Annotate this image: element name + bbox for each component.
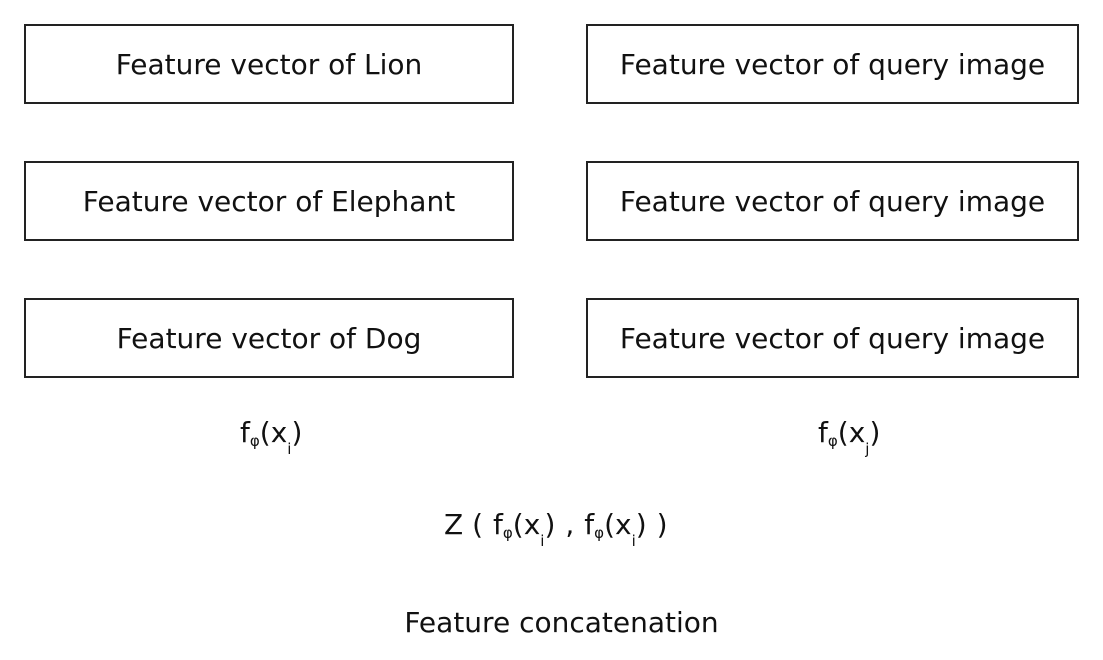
concatenation-formula bbox=[444, 508, 668, 550]
phi-subscript: φ bbox=[827, 432, 838, 450]
support-embedding-formula bbox=[240, 416, 303, 458]
support-box-label: Feature vector of Dog bbox=[116, 321, 422, 355]
function-symbol: f bbox=[818, 416, 828, 449]
argument-open: (x bbox=[512, 508, 541, 541]
support-box-lion bbox=[24, 24, 514, 104]
comma: , bbox=[565, 508, 575, 541]
z-open: Z ( bbox=[444, 508, 484, 541]
support-box-elephant bbox=[24, 161, 514, 241]
query-embedding-formula bbox=[818, 416, 881, 458]
index-i: i bbox=[287, 440, 292, 458]
function-symbol: f bbox=[584, 508, 595, 541]
query-box-1 bbox=[586, 24, 1079, 104]
diagram-caption: Feature concatenation bbox=[404, 606, 719, 639]
query-box-3 bbox=[586, 298, 1079, 378]
index-j: j bbox=[865, 440, 870, 458]
argument-open: (x bbox=[259, 416, 288, 449]
function-symbol: f bbox=[493, 508, 503, 541]
index-i: i bbox=[540, 532, 545, 550]
phi-subscript: φ bbox=[502, 524, 513, 542]
phi-subscript: φ bbox=[249, 432, 260, 450]
argument-close: ) bbox=[869, 416, 881, 449]
z-close: ) bbox=[656, 508, 668, 541]
query-box-label: Feature vector of query image bbox=[619, 184, 1046, 218]
query-box-label: Feature vector of query image bbox=[619, 321, 1046, 355]
function-symbol: f bbox=[240, 416, 250, 449]
query-box-label: Feature vector of query image bbox=[619, 47, 1046, 81]
argument-close: ) bbox=[635, 508, 647, 541]
argument-open: (x bbox=[837, 416, 866, 449]
index-i: i bbox=[631, 532, 636, 550]
support-box-label: Feature vector of Lion bbox=[115, 47, 423, 81]
support-box-dog bbox=[24, 298, 514, 378]
query-box-2 bbox=[586, 161, 1079, 241]
argument-open: (x bbox=[604, 508, 632, 541]
argument-close: ) bbox=[291, 416, 303, 449]
phi-subscript: φ bbox=[594, 524, 605, 542]
support-box-label: Feature vector of Elephant bbox=[82, 184, 456, 218]
argument-close: ) bbox=[544, 508, 556, 541]
